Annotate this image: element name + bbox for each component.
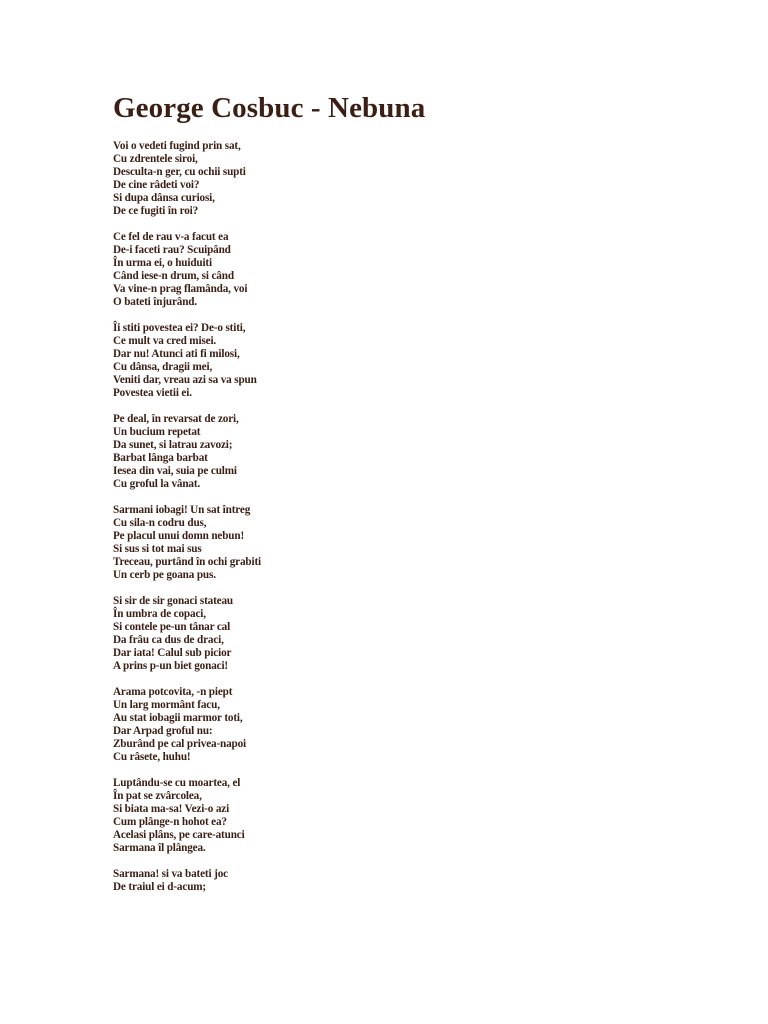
poem-line: Îi stiti povestea ei? De-o stiti,	[113, 322, 246, 334]
poem-line: Cu groful la vânat.	[113, 478, 201, 490]
poem-line: Cum plânge-n hohot ea?	[113, 816, 227, 828]
poem-line: Pe placul unui domn nebun!	[113, 530, 245, 542]
page-title: George Cosbuc - Nebuna	[113, 92, 426, 124]
poem-line: Luptându-se cu moartea, el	[113, 777, 241, 789]
poem-line: Povestea vietii ei.	[113, 387, 192, 399]
poem-line: Treceau, purtând în ochi grabiti	[113, 556, 262, 568]
poem-line: Au stat iobagii marmor toti,	[113, 712, 243, 724]
poem-line: Arama potcovita, -n piept	[113, 686, 233, 698]
poem-line: Cu sila-n codru dus,	[113, 517, 207, 529]
poem-line: Si sus si tot mai sus	[113, 543, 202, 555]
poem-stanza	[113, 868, 713, 894]
poem-line: Dar iata! Calul sub picior	[113, 647, 232, 659]
poem-line: De ce fugiti în roi?	[113, 205, 199, 217]
poem-stanza	[113, 322, 713, 400]
document-page	[113, 90, 713, 907]
poem-line: Si sir de sir gonaci stateau	[113, 595, 234, 607]
poem-stanza	[113, 595, 713, 673]
poem-line: Da sunet, si latrau zavozi;	[113, 439, 233, 451]
poem-line: Dar nu! Atunci ati fi milosi,	[113, 348, 240, 360]
poem-line: Si dupa dânsa curiosi,	[113, 192, 215, 204]
poem-stanza	[113, 231, 713, 309]
poem-line: În umbra de copaci,	[113, 608, 206, 620]
poem-line: Zburând pe cal privea-napoi	[113, 738, 247, 750]
poem-line: Acelasi plâns, pe care-atunci	[113, 829, 245, 841]
poem-stanza	[113, 140, 713, 218]
poem-stanza	[113, 413, 713, 491]
poem-line: Desculta-n ger, cu ochii supti	[113, 166, 246, 178]
poem-line: Va vine-n prag flamânda, voi	[113, 283, 248, 295]
poem-line: De traiul ei d-acum;	[113, 881, 207, 893]
poem-line: Cu dânsa, dragii mei,	[113, 361, 213, 373]
poem-line: Ce mult va cred misei.	[113, 335, 217, 347]
poem-stanza	[113, 504, 713, 582]
poem-line: Un larg mormânt facu,	[113, 699, 220, 711]
poem-line: În urma ei, o huiduiti	[113, 257, 212, 269]
poem-line: Dar Arpad groful nu:	[113, 725, 213, 737]
poem-line: Veniti dar, vreau azi sa va spun	[113, 374, 257, 386]
poem-line: Un bucium repetat	[113, 426, 201, 438]
poem-line: A prins p-un biet gonaci!	[113, 660, 228, 672]
poem-line: Sarmana! si va bateti joc	[113, 868, 228, 880]
poem-line: O bateti înjurând.	[113, 296, 198, 308]
poem-line: În pat se zvârcolea,	[113, 790, 202, 802]
poem-line: Barbat lânga barbat	[113, 452, 208, 464]
poem-line: De cine râdeti voi?	[113, 179, 200, 191]
poem-stanza	[113, 686, 713, 764]
poem-line: Un cerb pe goana pus.	[113, 569, 216, 581]
poem-line: De-i faceti rau? Scuipând	[113, 244, 231, 256]
poem-line: Cu râsete, huhu!	[113, 751, 191, 763]
poem-stanza	[113, 777, 713, 855]
poem-line: Si contele pe-un tânar cal	[113, 621, 231, 633]
poem-line: Cu zdrentele siroi,	[113, 153, 198, 165]
poem-line: Când iese-n drum, si când	[113, 270, 234, 282]
poem-line: Voi o vedeti fugind prin sat,	[113, 140, 241, 152]
poem-line: Sarmani iobagi! Un sat întreg	[113, 504, 251, 516]
poem-line: Iesea din vai, suia pe culmi	[113, 465, 237, 477]
poem-line: Pe deal, în revarsat de zori,	[113, 413, 239, 425]
poem-line: Ce fel de rau v-a facut ea	[113, 231, 229, 243]
poem-line: Si biata ma-sa! Vezi-o azi	[113, 803, 230, 815]
poem-line: Da frâu ca dus de draci,	[113, 634, 224, 646]
poem-body	[113, 140, 713, 894]
poem-line: Sarmana îl plângea.	[113, 842, 206, 854]
